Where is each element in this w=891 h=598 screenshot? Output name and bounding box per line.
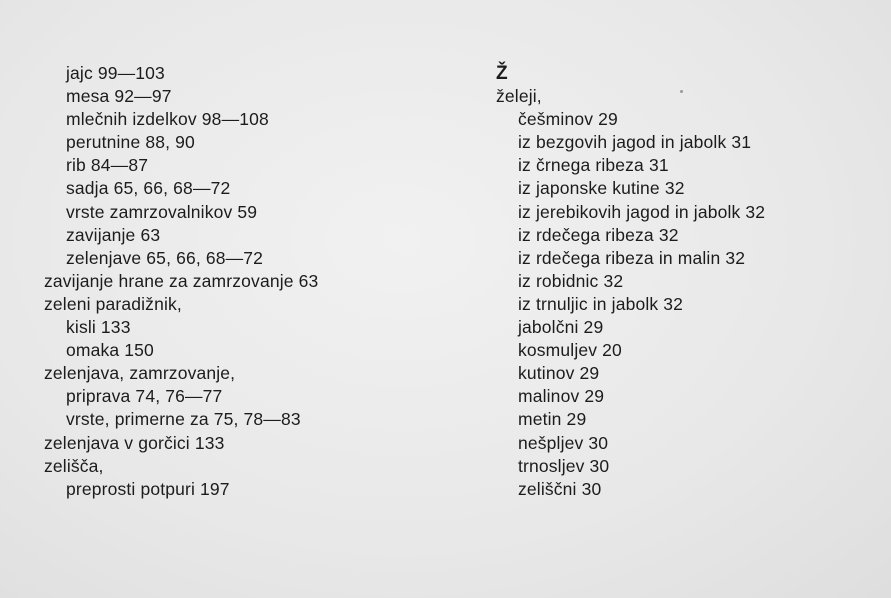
index-subentry: perutnine 88, 90 (66, 132, 195, 153)
index-subentry: iz jerebikovih jagod in jabolk 32 (518, 201, 766, 222)
index-subentry: iz japonske kutine 32 (518, 178, 685, 199)
index-subentry: metin 29 (518, 409, 587, 430)
index-entry: zelišča, (44, 455, 104, 476)
index-subentry: vrste, primerne za 75, 78—83 (66, 409, 301, 430)
index-subentry: omaka 150 (66, 340, 154, 361)
index-subentry: mlečnih izdelkov 98—108 (66, 109, 269, 130)
index-subentry: preprosti potpuri 197 (66, 478, 230, 499)
index-subentry: nešpljev 30 (518, 432, 609, 453)
index-subentry: jabolčni 29 (518, 317, 604, 338)
index-subentry: iz bezgovih jagod in jabolk 31 (518, 132, 752, 153)
index-subentry: kisli 133 (66, 317, 131, 338)
index-subentry: zelenjave 65, 66, 68—72 (66, 247, 264, 268)
index-subentry: iz trnuljic in jabolk 32 (518, 293, 684, 314)
index-subentry: jajc 99—103 (66, 63, 165, 83)
index-entry: zelenjava v gorčici 133 (44, 432, 225, 453)
paper-speck (680, 90, 683, 93)
index-subentry: zeliščni 30 (518, 478, 602, 499)
index-subentry: malinov 29 (518, 386, 605, 407)
index-subentry: vrste zamrzovalnikov 59 (66, 201, 258, 222)
index-subentry: iz robidnic 32 (518, 270, 624, 291)
index-subentry: sadja 65, 66, 68—72 (66, 178, 231, 199)
index-subentry: zavijanje 63 (66, 224, 161, 245)
index-subentry: rib 84—87 (66, 155, 149, 176)
index-entry: zavijanje hrane za zamrzovanje 63 (44, 270, 319, 291)
index-subentry: kosmuljev 20 (518, 340, 622, 361)
index-column-left (44, 62, 464, 501)
index-column-right (496, 62, 876, 501)
index-subentry: iz rdečega ribeza 32 (518, 224, 679, 245)
index-subentry: iz črnega ribeza 31 (518, 155, 669, 176)
index-subentry: češminov 29 (518, 109, 618, 130)
index-subentry: trnosljev 30 (518, 455, 610, 476)
index-entry: zeleni paradižnik, (44, 293, 182, 314)
index-subentry: priprava 74, 76—77 (66, 386, 223, 407)
section-letter-heading: Ž (496, 63, 508, 84)
index-entry: zelenjava, zamrzovanje, (44, 363, 236, 384)
index-subentry: iz rdečega ribeza in malin 32 (518, 247, 746, 268)
index-subentry: mesa 92—97 (66, 86, 172, 107)
index-subentry: kutinov 29 (518, 363, 600, 384)
index-entry: želeji, (496, 86, 542, 107)
